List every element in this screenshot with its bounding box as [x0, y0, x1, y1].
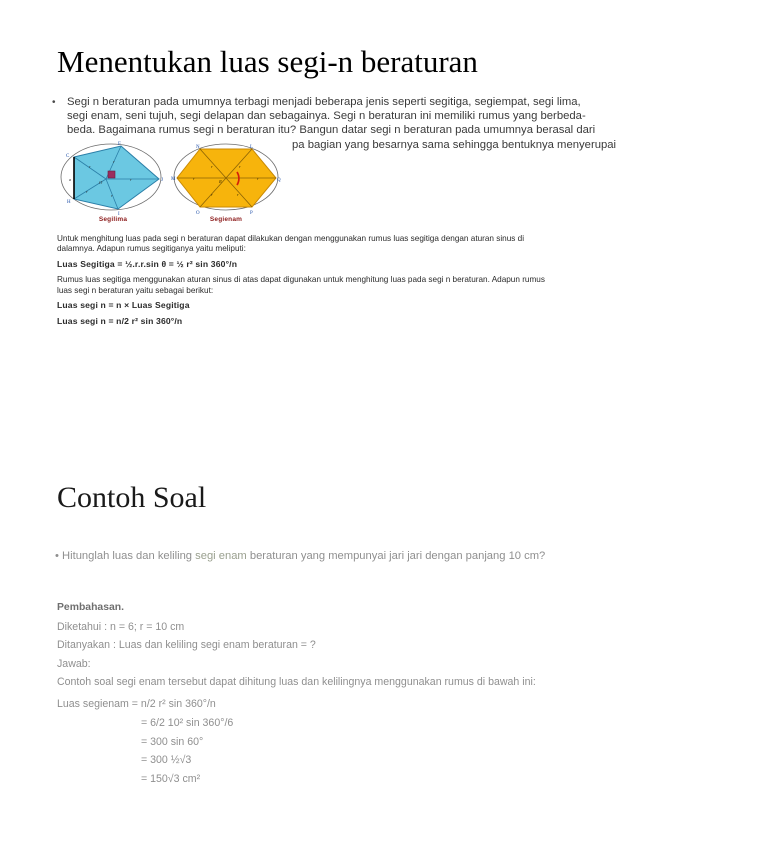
body-p1-line1: Untuk menghitung luas pada segi n beraturan dapat dilakukan dengan menggunakan rumus luas segitiga dengan aturan sinus di	[57, 234, 525, 243]
svg-text:r: r	[89, 164, 91, 169]
body-p2-line2: luas segi n beraturan yaitu sebagai berikut:	[57, 285, 214, 295]
pembahasan-block	[57, 599, 697, 692]
svg-text:I: I	[118, 212, 120, 217]
svg-text:C: C	[66, 154, 70, 159]
svg-text:r: r	[239, 164, 241, 169]
intro-line-3: beda. Bagaimana rumus segi n beraturan itu? Bangun datar segi n beraturan pada umumnya berasal dari	[67, 124, 596, 137]
diketahui-line: Diketahui : n = 6; r = 10 cm	[57, 620, 185, 633]
svg-text:r: r	[113, 159, 115, 164]
svg-text:a: a	[69, 177, 72, 182]
svg-text:r: r	[211, 164, 213, 169]
body-paragraph-1	[57, 234, 705, 255]
calc-line-4: = 150√3 cm²	[141, 773, 201, 786]
pentagon-diagram	[58, 141, 168, 223]
calc-line-1: = 6/2 10² sin 360°/6	[141, 716, 234, 729]
svg-text:L: L	[250, 145, 254, 150]
jawab-description: Contoh soal segi enam tersebut dapat dihitung luas dan kelilingnya menggunakan rumus di bawah ini:	[57, 676, 536, 688]
svg-text:F: F	[118, 142, 121, 147]
svg-text:r: r	[193, 176, 195, 181]
calculation-block	[57, 695, 233, 789]
calc-line-3: = 300 ½√3	[141, 754, 192, 767]
question-text-pre: Hitunglah luas dan keliling	[62, 550, 196, 562]
svg-text:O: O	[196, 211, 200, 216]
svg-text:N: N	[196, 145, 200, 150]
hexagon-svg	[171, 141, 283, 217]
pembahasan-label: Pembahasan.	[57, 602, 124, 613]
svg-text:J: J	[161, 178, 163, 183]
svg-text:r: r	[111, 193, 113, 198]
bullet-glyph: •	[52, 97, 56, 108]
hexagon-caption: Segienam	[209, 216, 243, 223]
section-title-contoh-soal: Contoh Soal	[57, 481, 207, 514]
svg-text:R: R	[219, 179, 222, 184]
body-p2-line1: Rumus luas segitiga menggunakan aturan sinus di atas dapat digunakan untuk menghitung luas pada segi n beraturan. Adapun rumus	[57, 275, 545, 285]
body-p1-line2: dalamnya. Adapun rumus segitiganya yaitu meliputi:	[57, 244, 246, 254]
formula-luas-segitiga: Luas Segitiga = ½.r.r.sin θ = ½ r² sin 360°/n	[57, 258, 238, 269]
svg-text:r: r	[86, 189, 88, 194]
question-text-highlight: segi enam	[195, 550, 247, 562]
hexagon-diagram	[171, 141, 281, 223]
page-title: Menentukan luas segi-n beraturan	[57, 44, 478, 79]
intro-line-2: segi enam, seni tujuh, segi delapan dan sebagainya. Segi n beraturan ini memiliki rumus yang berbeda-	[67, 110, 586, 123]
calc-line-2: = 300 sin 60°	[141, 735, 204, 748]
calc-line-0: Luas segienam = n/2 r² sin 360°/n	[57, 698, 216, 710]
formula-luas-segin-1: Luas segi n = n × Luas Segitiga	[57, 300, 190, 311]
svg-text:r: r	[211, 192, 213, 197]
body-text-block	[57, 234, 705, 333]
svg-text:O: O	[99, 180, 103, 185]
svg-text:H: H	[67, 200, 71, 205]
intro-line-1: Segi n beraturan pada umumnya terbagi menjadi beberapa jenis seperti segitiga, segiempat, segi lima,	[67, 96, 581, 108]
question-bullet-line	[55, 550, 545, 562]
intro-line-4: pa bagian yang besarnya sama sehingga bentuknya menyerupai	[292, 138, 617, 151]
bullet-glyph: •	[55, 550, 59, 562]
svg-text:Q: Q	[277, 178, 281, 183]
svg-text:P: P	[250, 211, 253, 216]
svg-text:r: r	[237, 192, 239, 197]
question-text-post: beraturan yang mempunyai jari jari dengan panjang 10 cm?	[246, 550, 546, 562]
body-paragraph-2	[57, 275, 705, 296]
pentagon-svg	[58, 141, 168, 217]
svg-text:M: M	[171, 177, 176, 182]
figure-group	[58, 141, 286, 223]
ditanyakan-line: Ditanyakan : Luas dan keliling segi enam beraturan = ?	[57, 639, 316, 651]
jawab-label: Jawab:	[57, 657, 91, 670]
svg-text:r: r	[130, 177, 132, 182]
svg-text:r: r	[257, 176, 259, 181]
pentagon-caption: Segilima	[98, 216, 128, 223]
formula-luas-segin-2: Luas segi n = n/2 r² sin 360°/n	[57, 316, 183, 327]
